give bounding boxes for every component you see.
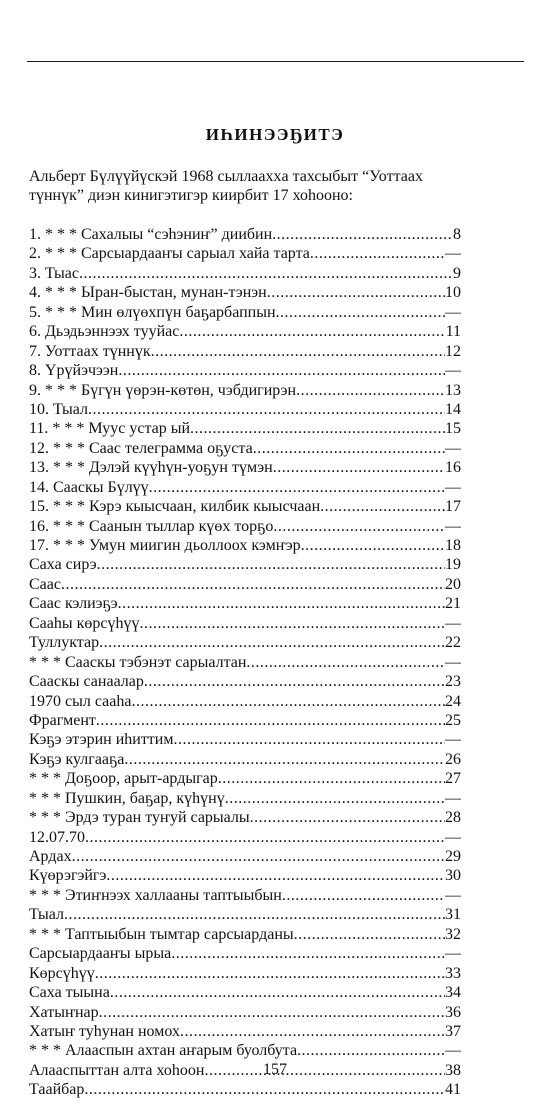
toc-entry-title: * * * Сааскы тэбэнэт сарыалтан bbox=[29, 653, 247, 671]
toc-row bbox=[29, 633, 461, 652]
toc-entry-title: 5. * * * Мин өлүөхпүн баҕарбаппын bbox=[29, 303, 276, 321]
toc-entry-page: 22 bbox=[445, 634, 461, 652]
toc-row bbox=[29, 536, 461, 555]
toc-entry-title: * * * Этиҥнээх халлааны таптыыбын bbox=[29, 886, 282, 904]
toc-entry-title: * * * Доҕоор, арыт-ардыгар bbox=[29, 770, 218, 788]
toc-entry-title: Кэҕэ кулгааҕа bbox=[29, 750, 125, 768]
dot-leader bbox=[131, 692, 445, 711]
dot-leader bbox=[282, 886, 445, 905]
toc-row bbox=[29, 264, 461, 283]
dot-leader bbox=[106, 866, 445, 885]
toc-entry-title: 11. * * * Муус устар ый bbox=[29, 420, 191, 438]
toc-row bbox=[29, 594, 461, 613]
dot-leader bbox=[301, 536, 445, 555]
dot-leader bbox=[253, 439, 445, 458]
dot-leader bbox=[84, 1080, 445, 1099]
toc-entry-page: 30 bbox=[445, 867, 461, 885]
toc-entry-page: 28 bbox=[445, 809, 461, 827]
dot-leader bbox=[272, 225, 453, 244]
toc-entry-page: 25 bbox=[445, 711, 461, 729]
toc-entry-page: 19 bbox=[445, 556, 461, 574]
dot-leader bbox=[246, 653, 445, 672]
dot-leader bbox=[310, 244, 445, 263]
toc-entry-page: 13 bbox=[445, 381, 461, 399]
toc-row bbox=[29, 497, 461, 516]
page-number: 157 bbox=[263, 1061, 287, 1078]
toc-entry-title: 6. Дьэдьэннээх тууйас bbox=[29, 323, 180, 341]
toc-entry-title: Фрагмент bbox=[29, 711, 96, 729]
toc-row bbox=[29, 808, 461, 827]
toc-entry-title: 10. Тыал bbox=[29, 400, 88, 418]
dot-leader bbox=[250, 808, 445, 827]
dot-leader bbox=[173, 730, 445, 749]
dot-leader bbox=[110, 983, 445, 1002]
toc-row bbox=[29, 653, 461, 672]
toc-entry-title: * * * Пушкин, баҕар, күһүнү bbox=[29, 789, 225, 807]
toc-entry-title: * * * Таптыыбын тымтар сарсыарданы bbox=[29, 925, 294, 943]
toc-entry-title: 17. * * * Умун миигин дьоллоох кэмҥэр bbox=[29, 537, 301, 554]
toc-entry-page: 11 bbox=[445, 323, 461, 341]
dot-leader bbox=[171, 944, 445, 963]
toc-row bbox=[29, 1041, 461, 1060]
toc-entry-page: — bbox=[445, 614, 461, 632]
toc-entry-page: 20 bbox=[445, 575, 461, 593]
toc-entry-page: 16 bbox=[445, 459, 461, 477]
toc-entry-title: 1. * * * Сахалыы “сэhэниҥ” диибин bbox=[29, 226, 273, 243]
toc-row bbox=[29, 750, 461, 769]
toc-entry-page: — bbox=[445, 478, 461, 496]
toc-entry-page: 8 bbox=[453, 226, 461, 243]
dot-leader bbox=[320, 497, 445, 516]
toc-row bbox=[29, 614, 461, 633]
toc-entry-page: — bbox=[445, 362, 461, 380]
toc-entry-page: 31 bbox=[445, 906, 461, 924]
toc-row bbox=[29, 322, 461, 341]
toc-entry-page: — bbox=[445, 828, 461, 846]
toc-row bbox=[29, 342, 461, 361]
toc-row bbox=[29, 905, 461, 924]
dot-leader bbox=[96, 711, 445, 730]
intro-paragraph: Альберт Бүлүүйүскэй 1968 сыллааххa тахсыбыт “Уоттаах түннүк” диэн кинигэтигэр киирбит 17 хоhооно: bbox=[29, 168, 423, 204]
toc-entry-title: 12. * * * Саас телеграмма оҕуста bbox=[29, 439, 253, 457]
toc-entry-page: — bbox=[445, 945, 461, 963]
dot-leader bbox=[97, 555, 445, 574]
toc-entry-page: 27 bbox=[445, 770, 461, 788]
dot-leader bbox=[61, 575, 445, 594]
toc-entry-title: Хатыҥ туһунан номох bbox=[29, 1022, 180, 1040]
toc-entry-page: — bbox=[445, 517, 461, 535]
toc-entry-page: 12 bbox=[445, 342, 461, 360]
dot-leader bbox=[72, 847, 445, 866]
toc-row bbox=[29, 964, 461, 983]
toc-entry-page: 26 bbox=[445, 750, 461, 768]
toc-row bbox=[29, 789, 461, 808]
toc-row bbox=[29, 381, 461, 400]
table-of-contents bbox=[29, 225, 461, 1100]
toc-entry-page: — bbox=[445, 245, 461, 263]
dot-leader bbox=[85, 828, 445, 847]
dot-leader bbox=[218, 769, 445, 788]
toc-row bbox=[29, 711, 461, 730]
toc-entry-title: Сарсыардааҥы ырыа bbox=[29, 945, 172, 963]
dot-leader bbox=[149, 478, 445, 497]
toc-row bbox=[29, 886, 461, 905]
toc-entry-title: 3. Тыас bbox=[29, 264, 79, 282]
toc-entry-page: 41 bbox=[445, 1081, 461, 1099]
toc-row bbox=[29, 517, 461, 536]
toc-row bbox=[29, 925, 461, 944]
toc-entry-page: 21 bbox=[445, 595, 461, 613]
toc-row bbox=[29, 303, 461, 322]
dot-leader bbox=[140, 614, 446, 633]
header-rule bbox=[27, 61, 524, 62]
toc-row bbox=[29, 361, 461, 380]
toc-row bbox=[29, 730, 461, 749]
page-title: ИҺИНЭЭҔИТЭ bbox=[205, 125, 345, 144]
toc-row bbox=[29, 866, 461, 885]
dot-leader bbox=[225, 789, 445, 808]
toc-entry-page: 38 bbox=[445, 1061, 461, 1079]
toc-entry-page: 17 bbox=[445, 498, 461, 516]
toc-entry-page: 29 bbox=[445, 848, 461, 865]
toc-entry-page: — bbox=[445, 789, 461, 807]
toc-entry-title: Таайбар bbox=[29, 1081, 85, 1099]
dot-leader bbox=[118, 361, 445, 380]
dot-leader bbox=[99, 633, 445, 652]
toc-entry-title: Ардах bbox=[29, 848, 72, 865]
dot-leader bbox=[95, 964, 445, 983]
toc-entry-page: 36 bbox=[445, 1003, 461, 1021]
dot-leader bbox=[190, 419, 445, 438]
toc-entry-page: 32 bbox=[445, 925, 461, 943]
dot-leader bbox=[297, 1041, 445, 1060]
dot-leader bbox=[273, 458, 445, 477]
toc-row bbox=[29, 769, 461, 788]
toc-entry-title: 14. Сааскы Бүлүү bbox=[29, 478, 149, 496]
toc-entry-page: 24 bbox=[445, 692, 461, 710]
toc-row bbox=[29, 828, 461, 847]
toc-entry-title: Саха тыына bbox=[29, 984, 110, 1002]
toc-entry-title: Алааспыттан алта хоhоон bbox=[29, 1061, 205, 1079]
toc-row bbox=[29, 555, 461, 574]
toc-entry-title: 1970 сыл сааһа bbox=[29, 692, 132, 710]
dot-leader bbox=[273, 517, 445, 536]
toc-entry-title: Хатыҥнар bbox=[29, 1003, 99, 1021]
toc-entry-title: Күөрэгэйгэ bbox=[29, 867, 107, 885]
toc-entry-title: 13. * * * Дэлэй күүһүн-уоҕун түмэн bbox=[29, 459, 273, 477]
toc-row bbox=[29, 478, 461, 497]
toc-entry-title: * * * Алааспын ахтан аҥарым буолбута bbox=[29, 1042, 298, 1060]
toc-entry-page: — bbox=[445, 886, 461, 904]
toc-row bbox=[29, 1003, 461, 1022]
dot-leader bbox=[124, 750, 445, 769]
toc-row bbox=[29, 847, 461, 866]
toc-entry-title: 9. * * * Бүгүн үөрэн-көтөн, чэбдигирэн bbox=[29, 381, 297, 399]
toc-entry-title: Сааскы санаалар bbox=[29, 673, 144, 691]
toc-row bbox=[29, 1022, 461, 1041]
dot-leader bbox=[151, 342, 445, 361]
dot-leader bbox=[179, 322, 445, 341]
toc-entry-title: 16. * * * Саанын тыллар күөх торҕо bbox=[29, 517, 274, 535]
dot-leader bbox=[296, 381, 445, 400]
toc-entry-title: Кэҕэ этэрин иһиттим bbox=[29, 731, 174, 749]
toc-entry-title: Сааһы көрсүһүү bbox=[29, 614, 140, 632]
dot-leader bbox=[79, 264, 453, 283]
dot-leader bbox=[144, 672, 445, 691]
toc-entry-page: 18 bbox=[445, 537, 461, 554]
dot-leader bbox=[99, 1003, 445, 1022]
toc-entry-title: Саха сирэ bbox=[29, 556, 97, 574]
toc-entry-page: 15 bbox=[445, 420, 461, 438]
toc-entry-page: 9 bbox=[453, 264, 461, 282]
dot-leader bbox=[276, 303, 445, 322]
toc-row bbox=[29, 672, 461, 691]
toc-entry-page: 10 bbox=[445, 284, 461, 302]
toc-row bbox=[29, 575, 461, 594]
dot-leader bbox=[294, 925, 445, 944]
toc-entry-title: 12.07.70 bbox=[29, 828, 85, 846]
toc-entry-page: 14 bbox=[445, 400, 461, 418]
toc-row bbox=[29, 225, 461, 244]
toc-entry-page: 34 bbox=[445, 984, 461, 1002]
toc-entry-title: 8. Үрүйэчээн bbox=[29, 362, 119, 380]
toc-row bbox=[29, 692, 461, 711]
toc-row bbox=[29, 439, 461, 458]
toc-row bbox=[29, 244, 461, 263]
toc-entry-page: 33 bbox=[445, 964, 461, 982]
toc-entry-title: Тыал bbox=[29, 906, 64, 924]
toc-row bbox=[29, 283, 461, 302]
toc-entry-title: Саас bbox=[29, 575, 61, 593]
toc-entry-title: 2. * * * Сарсыардааҥы сарыал хайа тарта bbox=[29, 245, 310, 263]
toc-entry-page: 23 bbox=[445, 673, 461, 691]
dot-leader bbox=[267, 283, 445, 302]
toc-entry-title: 4. * * * Ыран-быстан, мунан-тэнэн bbox=[29, 284, 267, 302]
dot-leader bbox=[180, 1022, 445, 1041]
toc-entry-title: 15. * * * Кэрэ кыысчаан, килбик кыысчаан bbox=[29, 498, 321, 516]
toc-entry-page: — bbox=[445, 439, 461, 457]
dot-leader bbox=[64, 905, 445, 924]
toc-entry-page: 37 bbox=[445, 1022, 461, 1040]
toc-row bbox=[29, 1080, 461, 1099]
toc-entry-page: — bbox=[445, 731, 461, 749]
toc-entry-page: — bbox=[445, 653, 461, 671]
dot-leader bbox=[88, 400, 445, 419]
toc-row bbox=[29, 458, 461, 477]
toc-row bbox=[29, 983, 461, 1002]
toc-entry-title: 7. Уоттаах түннүк bbox=[29, 342, 151, 360]
toc-entry-title: Туллуктар bbox=[29, 634, 100, 652]
toc-entry-title: Саас кэлиэҕэ bbox=[29, 595, 118, 613]
toc-row bbox=[29, 944, 461, 963]
toc-entry-title: Көрсүһүү bbox=[29, 964, 95, 982]
toc-row bbox=[29, 419, 461, 438]
dot-leader bbox=[118, 594, 445, 613]
toc-row bbox=[29, 400, 461, 419]
toc-entry-page: — bbox=[445, 303, 461, 321]
toc-entry-page: — bbox=[445, 1042, 461, 1060]
toc-entry-title: * * * Эрдэ туран туҥуй сарыалы bbox=[29, 809, 250, 827]
